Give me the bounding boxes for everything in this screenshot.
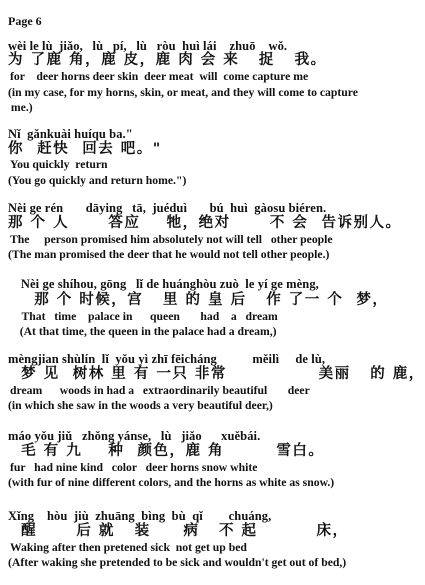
pinyin-line: mèngjian shùlín lǐ yǒu yì zhī fēicháng měilì de lù,: [8, 352, 326, 366]
translation-line: (At that time, the queen in the palace had a dream,): [8, 325, 277, 338]
gloss-line: fur had nine kind color deer horns snow white: [10, 461, 258, 474]
pinyin-line: máo yǒu jiǔ zhǒng yánse, lù jiǎo xuěbái.: [8, 429, 261, 443]
translation-line: (After waking she pretended to be sick and wouldn't get out of bed,): [8, 556, 347, 569]
gloss-line: Waking after then pretened sick not get up bed: [10, 541, 247, 554]
hanzi-line: 为 了鹿 角，鹿 皮，鹿 肉 会 来 捉 我。: [8, 52, 327, 68]
gloss-line: That time palace in queen had a dream: [10, 310, 278, 323]
translation-line: (in which she saw in the woods a very beautiful deer,): [8, 399, 273, 412]
pinyin-line: Nǐ gǎnkuài huíqu ba.": [8, 127, 133, 141]
pinyin-line: Nèi ge shíhou, gōng lǐ de huánghòu zuò le yí ge mèng,: [8, 277, 319, 291]
hanzi-line: 毛 有 九 种 颜色，鹿 角 雪白。: [8, 443, 325, 459]
translation-line: (You go quickly and return home."): [8, 174, 187, 187]
translation-line: (in my case, for my horns, skin, or meat, and they will come to capture: [8, 86, 358, 99]
pinyin-line: Nèi ge rén dāying tā, juéduì bú huì gàosu biéren.: [8, 201, 327, 215]
hanzi-line: 那 个 时候，宫 里 的 皇 后 作 了一 个 梦，: [8, 292, 389, 308]
hanzi-line: 那 个 人 答应 牠，绝对 不 会 告诉别人。: [8, 215, 402, 231]
hanzi-line: 你 赶快 回去 吧。": [8, 141, 162, 157]
hanzi-line: 醒 后 就 装 病 不 起 床，: [8, 523, 349, 539]
gloss-line: for deer horns deer skin deer meat will come capture me: [10, 70, 309, 83]
page-label: Page 6: [8, 14, 42, 28]
translation-line: (The man promised the deer that he would not tell other people.): [8, 248, 330, 261]
gloss-line: dream woods in had a extraordinarily beautiful deer: [10, 384, 310, 397]
gloss-line: You quickly return: [10, 158, 108, 171]
hanzi-line: 梦 见 树林 里 有 一只 非常 美丽 的 鹿，: [8, 366, 425, 382]
pinyin-line: Xǐng hòu jiù zhuāng bìng bù qǐ chuáng,: [8, 509, 272, 523]
translation-line: (with fur of nine different colors, and the horns as white as snow.): [8, 476, 335, 489]
gloss-line: The person promised him absolutely not will tell other people: [10, 233, 333, 246]
pinyin-line: wèi le lù jiǎo, lù pí, lù ròu huì lái zhuō wǒ.: [8, 39, 288, 53]
translation-line: me.): [8, 101, 33, 114]
